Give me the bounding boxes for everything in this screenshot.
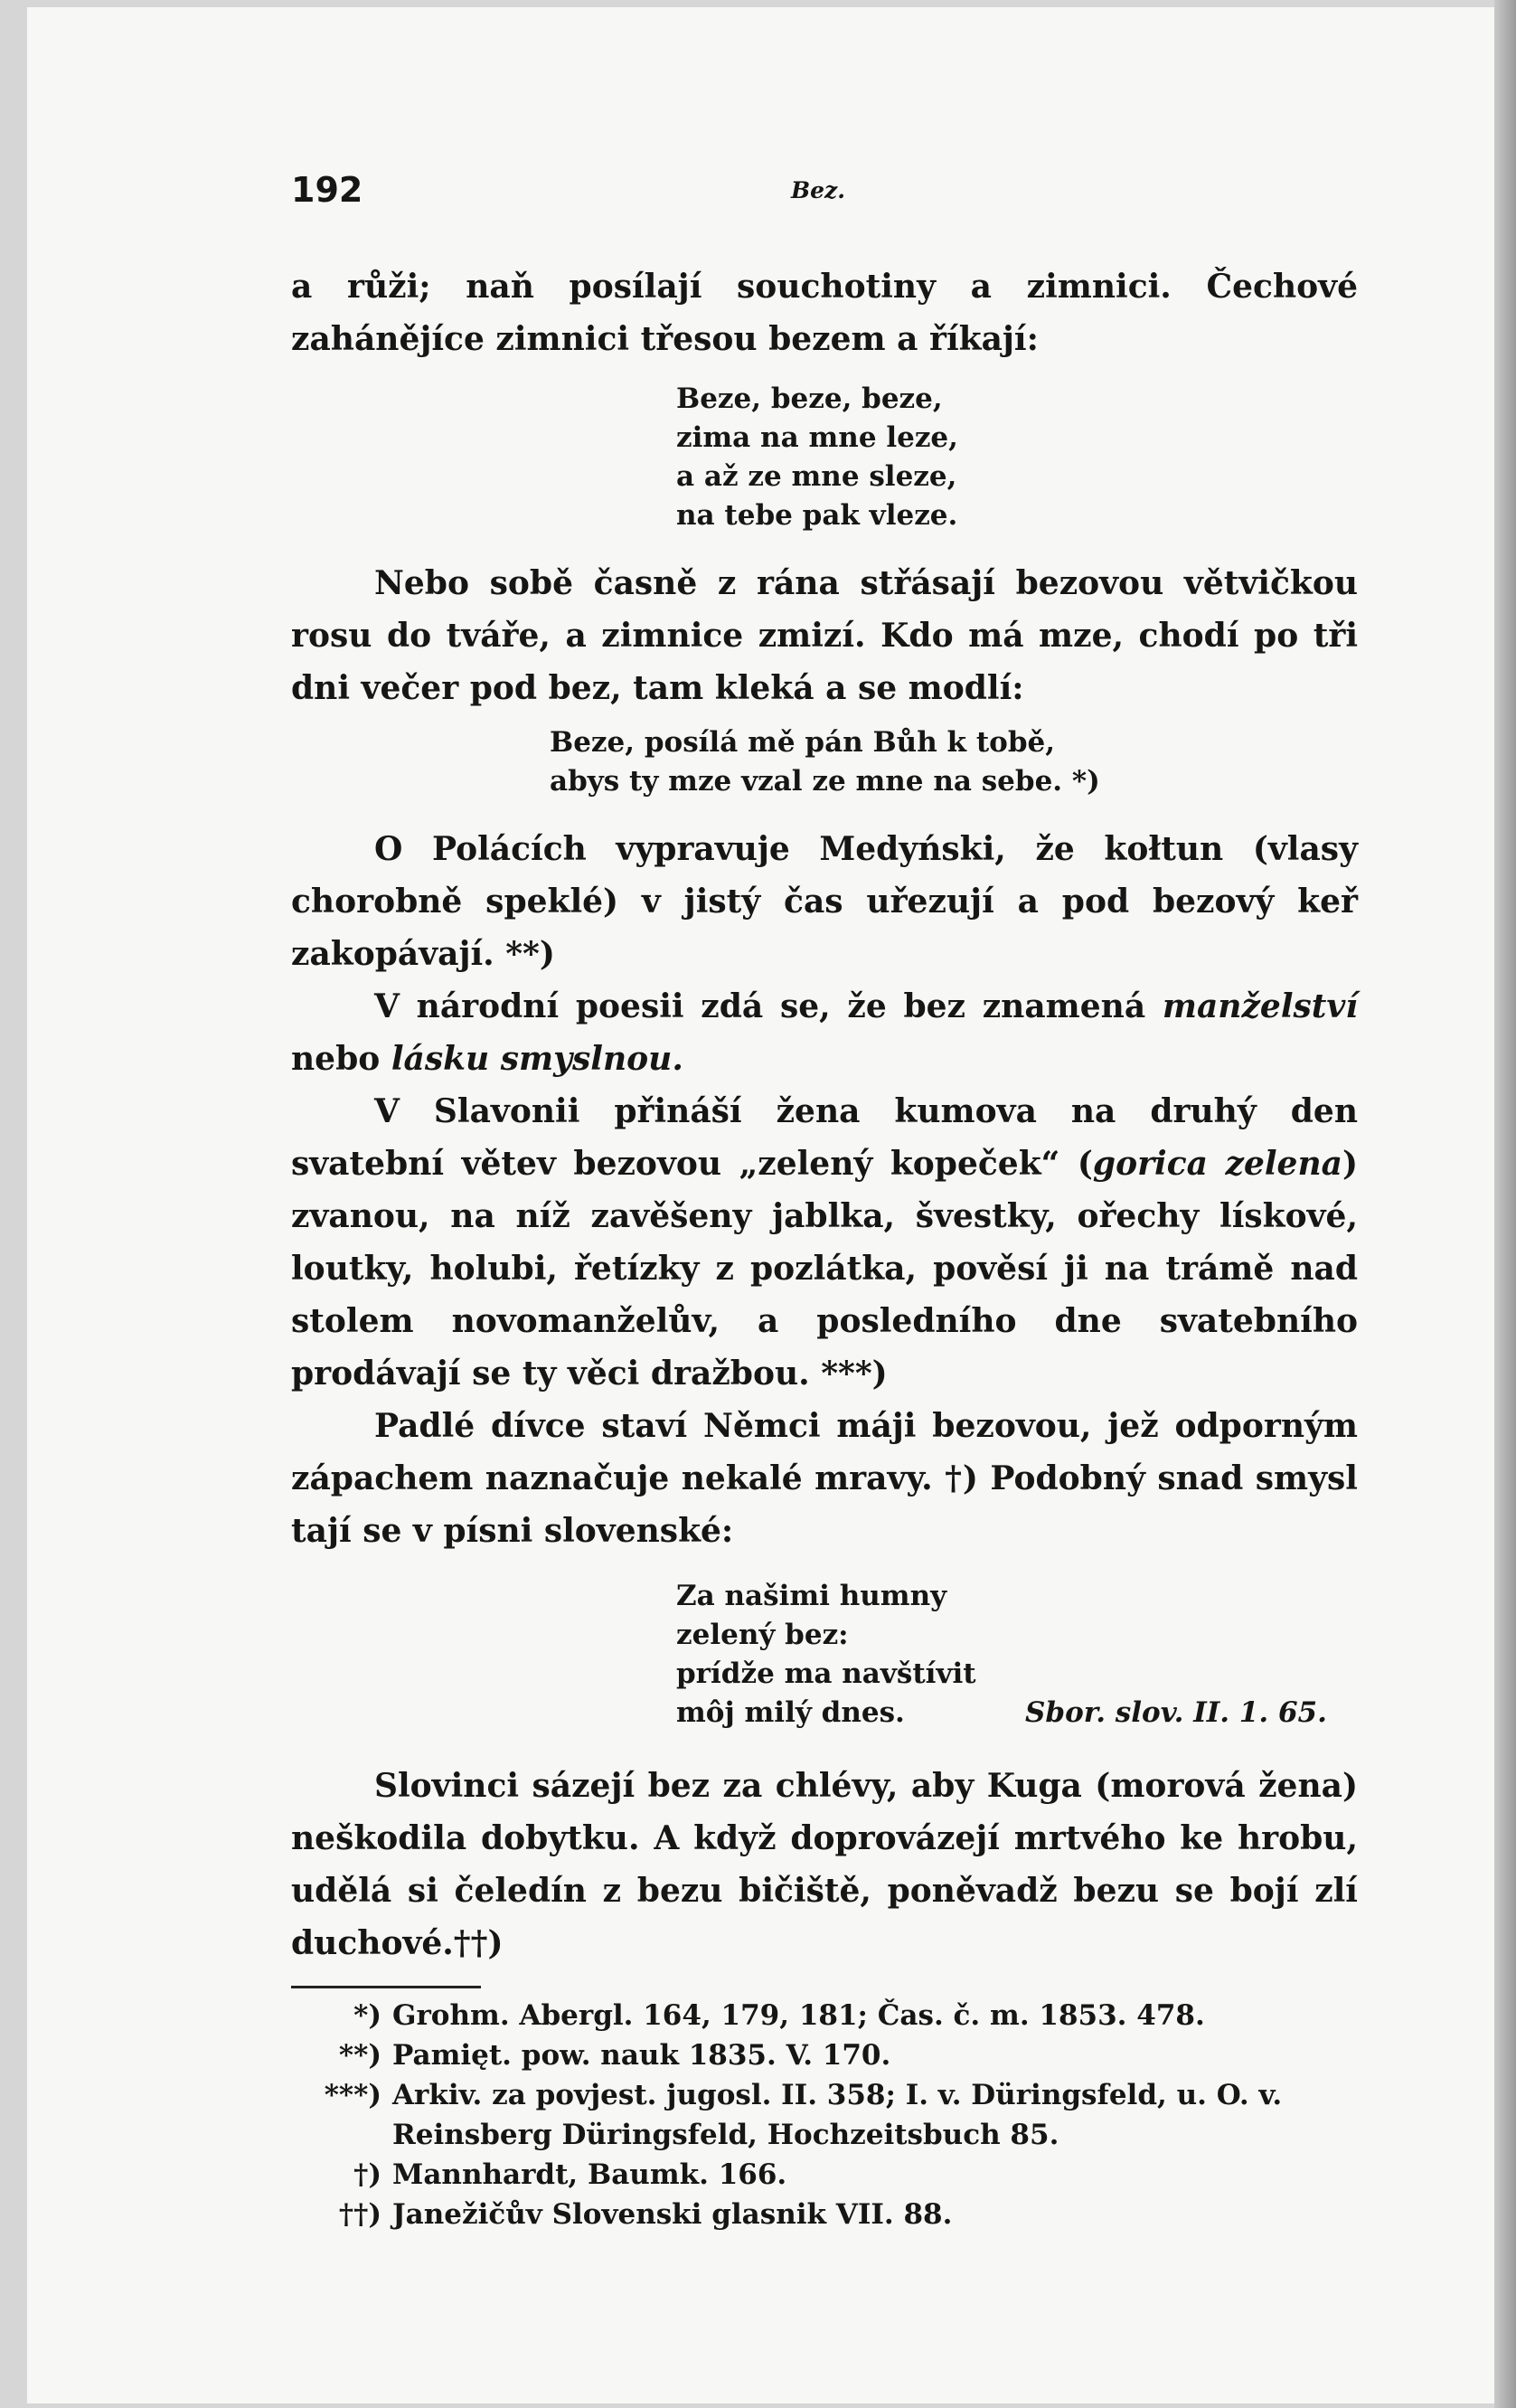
para4-rest: ) zvanou, na níž zavěšeny jablka, švestky, ořechy lískové, loutky, holubi, řetízky z pozlátka, pověsí ji na trámě nad stolem novomanželův, a posledního dne svatebního prodávají se ty věci dražbou. ***) bbox=[291, 1145, 1358, 1393]
footnote-text: Janežičův Slovenski glasnik VII. 88. bbox=[392, 2198, 953, 2231]
main-text bbox=[291, 260, 1358, 2234]
verse-charm-1 bbox=[291, 380, 1358, 535]
verse-line: prídže ma navštívit bbox=[676, 1657, 976, 1690]
paragraph-2: Nebo sobě časně z rána střásají bezovou větvičkou rosu do tváře, a zimnice zmizí. Kdo má mze, chodí po tři dni večer pod bez, tam kleká a se modlí: bbox=[291, 564, 1358, 707]
footnote bbox=[291, 2155, 1358, 2195]
book-page bbox=[27, 7, 1496, 2403]
verse-source: Sbor. slov. II. 1. 65. bbox=[1025, 1696, 1327, 1729]
footnote bbox=[291, 2035, 1358, 2075]
term-gorica-zelena: gorica zelena bbox=[1092, 1145, 1342, 1183]
page-number: 192 bbox=[291, 170, 363, 210]
para4-lead: V Slavonii přináší žena kumova na druhý den svatební větev bezovou „zelený kopeček“ ( bbox=[291, 1092, 1358, 1183]
running-head: Bez. bbox=[791, 177, 845, 203]
paragraph-1: a růži; naň posílají souchotiny a zimnici. Čechové zahánějíce zimnici třesou bezem a říkají: bbox=[291, 268, 1358, 358]
footnote-mark: **) bbox=[338, 2039, 381, 2072]
para3b-mid: nebo bbox=[291, 1040, 381, 1078]
verse-line: Beze, beze, beze, bbox=[676, 382, 943, 415]
footnote-text: Grohm. Abergl. 164, 179, 181; Čas. č. m. 1853. 478. bbox=[392, 1999, 1205, 2032]
footnote-divider bbox=[291, 1986, 481, 1988]
page-header bbox=[291, 170, 1358, 224]
paragraph-3b bbox=[291, 980, 1358, 1085]
footnote-mark: ***) bbox=[324, 2079, 381, 2111]
paragraph-6: Slovinci sázejí bez za chlévy, aby Kuga (morová žena) neškodila dobytku. A když doprovázejí mrtvého ke hrobu, udělá si čeledín z bezu bičiště, poněvadž bezu se bojí zlí duchové.††) bbox=[291, 1767, 1358, 1962]
verse-line: abys ty mze vzal ze mne na sebe. *) bbox=[550, 765, 1100, 798]
footnote-mark: †) bbox=[353, 2158, 381, 2191]
verse-line bbox=[676, 1694, 1358, 1733]
verse-line: na tebe pak vleze. bbox=[676, 499, 958, 532]
term-lasku-smyslnou: lásku smyslnou. bbox=[391, 1040, 683, 1078]
footnote bbox=[291, 2075, 1358, 2155]
footnote-mark: ††) bbox=[338, 2198, 381, 2231]
footnote bbox=[291, 2195, 1358, 2234]
term-manzelstvi: manželství bbox=[1162, 987, 1358, 1025]
footnote-mark: *) bbox=[353, 1999, 381, 2032]
footnotes bbox=[291, 1996, 1358, 2234]
para3b-lead: V národní poesii zdá se, že bez znamená bbox=[374, 987, 1146, 1025]
verse-line: zelený bez: bbox=[676, 1619, 849, 1651]
verse-line: a až ze mne sleze, bbox=[676, 460, 957, 493]
footnote-text: Mannhardt, Baumk. 166. bbox=[392, 2158, 787, 2191]
verse-song-slovak bbox=[291, 1577, 1358, 1733]
paragraph-5: Padlé dívce staví Němci máji bezovou, jež odporným zápachem naznačuje nekalé mravy. †) Podobný snad smysl tají se v písni slovenské: bbox=[291, 1407, 1358, 1550]
verse-line: zima na mne leze, bbox=[676, 421, 958, 454]
footnote-text: Pamięt. pow. nauk 1835. V. 170. bbox=[392, 2039, 891, 2072]
footnote bbox=[291, 1996, 1358, 2035]
footnote-text: Arkiv. za povjest. jugosl. II. 358; I. v. Düringsfeld, u. O. v. Reinsberg Düringsfeld, Hochzeitsbuch 85. bbox=[392, 2079, 1283, 2151]
verse-line-text: môj milý dnes. bbox=[676, 1696, 905, 1729]
verse-prayer bbox=[291, 723, 1358, 801]
paragraph-4 bbox=[291, 1085, 1358, 1400]
verse-line: Za našimi humny bbox=[676, 1580, 947, 1612]
page-edge bbox=[1494, 0, 1516, 2408]
verse-line: Beze, posílá mě pán Bůh k tobě, bbox=[550, 726, 1056, 759]
paragraph-3: O Polácích vypravuje Medyński, že kołtun (vlasy chorobně speklé) v jistý čas uřezují a pod bezový keř zakopávají. **) bbox=[291, 830, 1358, 973]
